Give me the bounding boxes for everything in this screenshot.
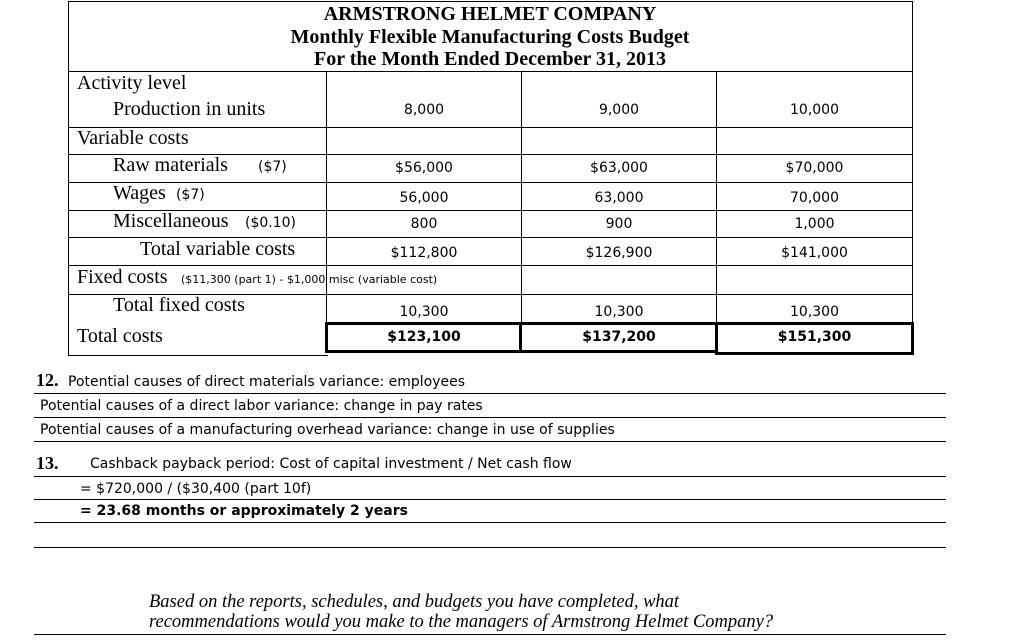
raw-materials-8000: $56,000 [395,160,453,176]
miscellaneous-label: Miscellaneous [113,210,229,232]
raw-materials-10000: $70,000 [785,160,844,176]
wages-rate: ($7) [176,187,205,203]
total-costs-8000: $123,100 [387,329,461,345]
wages-9000: 63,000 [594,190,644,206]
budget-title: Monthly Flexible Manufacturing Costs Budget [290,26,690,48]
row-divider [68,127,912,128]
total-costs-label: Total costs [77,325,163,347]
q12-answer-labor: Potential causes of a direct labor variance: change in pay rates [40,398,483,414]
budget-period: For the Month Ended December 31, 2013 [313,48,666,70]
answer-line [34,417,946,418]
total-fixed-9000: 10,300 [594,304,644,320]
fixed-costs-note: ($11,300 (part 1) - $1,000 misc (variable cost) [181,273,438,286]
total-variable-9000: $126,900 [585,245,653,261]
answer-line [34,476,946,477]
total-costs-9000: $137,200 [582,329,656,345]
answer-line [34,634,946,635]
production-8000: 8,000 [403,102,445,118]
answer-line [34,499,946,500]
q12-answer-materials: Potential causes of direct materials variance: employees [68,374,466,390]
answer-line [34,393,946,394]
table-border-bottom [68,355,328,356]
total-variable-8000: $112,800 [390,245,458,261]
closing-question-line2: recommendations would you make to the managers of Armstrong Helmet Company? [149,612,774,632]
misc-9000: 900 [605,216,633,232]
misc-10000: 1,000 [794,216,835,232]
wages-8000: 56,000 [399,190,449,206]
row-divider [68,265,912,266]
q13-result: = 23.68 months or approximately 2 years [80,503,408,519]
answer-line [34,547,946,548]
wages-label: Wages [113,182,166,204]
raw-materials-9000: $63,000 [590,160,648,176]
total-costs-10000: $151,300 [777,329,852,345]
misc-8000: 800 [410,216,438,232]
production-10000: 10,000 [790,102,839,118]
variable-costs-label: Variable costs [77,127,189,149]
company-name: ARMSTRONG HELMET COMPANY [323,3,657,25]
question-13-number: 13. [36,453,59,473]
miscellaneous-rate: ($0.10) [245,215,297,231]
closing-question-line1: Based on the reports, schedules, and budgets you have completed, what [149,592,680,612]
table-border-top [68,1,912,2]
total-variable-label: Total variable costs [140,238,296,260]
fixed-costs-label: Fixed costs [77,266,168,288]
q13-calculation: = $720,000 / ($30,400 (part 10f) [80,481,312,497]
production-label: Production in units [113,98,266,120]
table-border-right [912,1,913,323]
answer-line [34,441,946,442]
row-divider [68,182,912,183]
q13-formula: Cashback payback period: Cost of capital investment / Net cash flow [90,456,572,472]
raw-materials-rate: ($7) [258,159,287,175]
answer-line [34,522,946,523]
total-fixed-label: Total fixed costs [113,294,245,316]
total-fixed-8000: 10,300 [399,304,449,320]
raw-materials-label: Raw materials [113,154,228,176]
row-divider [68,71,912,72]
activity-level-label: Activity level [77,72,187,94]
total-variable-10000: $141,000 [781,245,848,261]
q12-answer-overhead: Potential causes of a manufacturing overhead variance: change in use of supplies [40,422,615,438]
production-9000: 9,000 [598,102,640,118]
question-12-number: 12. [36,370,59,390]
wages-10000: 70,000 [790,190,839,206]
total-fixed-10000: 10,300 [790,304,839,320]
